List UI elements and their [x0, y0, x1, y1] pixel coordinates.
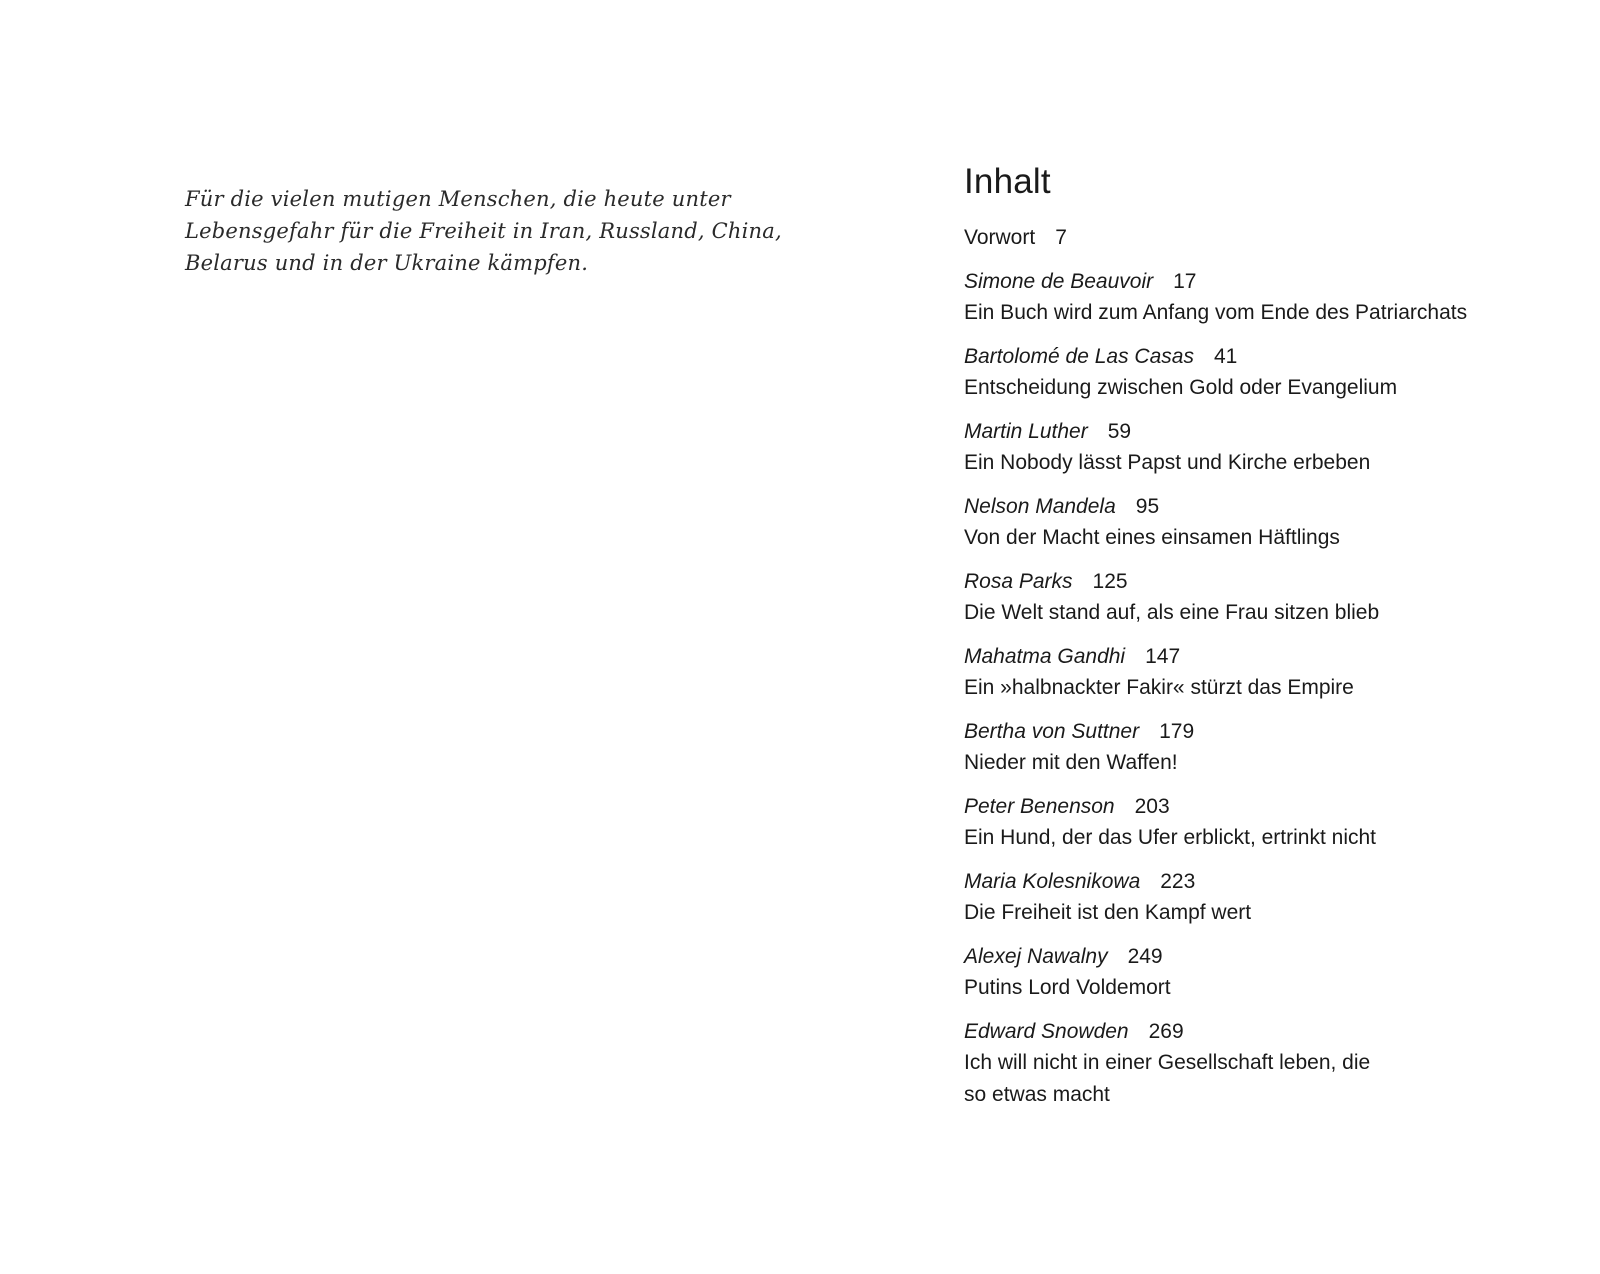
dedication-line: Für die vielen mutigen Menschen, die heute unter: [185, 187, 731, 211]
toc-entry[interactable]: [964, 266, 1564, 329]
toc-entry-head: [964, 266, 1564, 298]
toc-entry-name: Martin Luther: [964, 419, 1088, 443]
toc-page-number: 7: [1055, 226, 1067, 249]
toc-entry[interactable]: [964, 341, 1564, 404]
toc-entry-name: Simone de Beauvoir: [964, 269, 1154, 293]
toc-entry-head: [964, 866, 1564, 898]
toc-page-number: 125: [1092, 569, 1128, 593]
toc-entry[interactable]: [964, 866, 1564, 929]
toc-page-number: 249: [1127, 944, 1163, 968]
toc-entry-head: [964, 341, 1564, 373]
toc-entry-name: Peter Benenson: [964, 794, 1115, 818]
dedication-line: Belarus und in der Ukraine kämpfen.: [185, 251, 589, 275]
toc-entry-subtitle: Ein Buch wird zum Anfang vom Ende des Patriarchats: [964, 301, 1468, 324]
toc-entry-name: Edward Snowden: [964, 1019, 1129, 1043]
toc-entry-name: Nelson Mandela: [964, 494, 1116, 518]
toc-title: Inhalt: [964, 162, 1051, 201]
dedication: [185, 183, 782, 279]
toc-entry[interactable]: [964, 941, 1564, 1004]
toc-entry-subtitle: Die Welt stand auf, als eine Frau sitzen blieb: [964, 601, 1380, 624]
toc-entry-name: Maria Kolesnikowa: [964, 869, 1141, 893]
toc-entry-subtitle: Von der Macht eines einsamen Häftlings: [964, 526, 1340, 549]
toc-entry-subtitle: Ein »halbnackter Fakir« stürzt das Empire: [964, 676, 1354, 699]
toc-entry-subtitle: Nieder mit den Waffen!: [964, 751, 1178, 774]
toc-entry-subtitle: Entscheidung zwischen Gold oder Evangelium: [964, 376, 1398, 399]
toc-entry[interactable]: [964, 1016, 1564, 1111]
toc-page-number: 203: [1134, 794, 1170, 818]
toc-page-number: 59: [1107, 419, 1132, 443]
toc-page-number: 17: [1173, 269, 1197, 293]
toc-entry-subtitle: Die Freiheit ist den Kampf wert: [964, 901, 1252, 924]
toc-entry[interactable]: [964, 491, 1564, 554]
toc-page-number: 147: [1145, 644, 1181, 668]
toc-entry-subtitle: Ein Nobody lässt Papst und Kirche erbeben: [964, 451, 1371, 474]
toc-entry[interactable]: [964, 641, 1564, 704]
toc-entry-subtitle: Putins Lord Voldemort: [964, 976, 1171, 999]
toc-entry[interactable]: [964, 566, 1564, 629]
toc-entry-head: [964, 941, 1564, 973]
toc-entry-name: Alexej Nawalny: [964, 944, 1108, 968]
toc-entry-name: Bertha von Suttner: [964, 719, 1140, 743]
table-of-contents: [964, 160, 1564, 1122]
toc-page-number: 41: [1213, 344, 1238, 368]
toc-entry-head: [964, 641, 1564, 673]
toc-entry-head: [964, 791, 1564, 823]
toc-entry-subtitle: so etwas macht: [964, 1082, 1110, 1106]
toc-entry-head: [964, 566, 1564, 598]
toc-entry-foreword[interactable]: [964, 222, 1564, 254]
dedication-line: Lebensgefahr für die Freiheit in Iran, Russland, China,: [185, 219, 782, 243]
toc-entry-head: [964, 716, 1564, 748]
toc-page-number: 95: [1135, 494, 1160, 518]
toc-entry[interactable]: [964, 716, 1564, 779]
toc-entry-name: Rosa Parks: [964, 569, 1073, 593]
toc-page-number: 223: [1160, 869, 1196, 893]
toc-entry-subtitle: Ein Hund, der das Ufer erblickt, ertrinkt nicht: [964, 826, 1377, 849]
toc-entry-name: Mahatma Gandhi: [964, 644, 1126, 668]
toc-entry-head: [964, 491, 1564, 523]
toc-entry-name: Bartolomé de Las Casas: [964, 344, 1194, 368]
toc-entries: [964, 266, 1564, 1111]
toc-foreword-label: Vorwort: [964, 226, 1036, 249]
toc-entry-subtitle: Ich will nicht in einer Gesellschaft leben, die: [964, 1051, 1371, 1074]
toc-page-number: 269: [1148, 1019, 1184, 1043]
toc-entry-head: [964, 1016, 1564, 1048]
toc-entry[interactable]: [964, 791, 1564, 854]
toc-entry-head: [964, 416, 1564, 448]
toc-entry-head: [964, 222, 1564, 254]
toc-page-number: 179: [1159, 719, 1195, 743]
toc-entry[interactable]: [964, 416, 1564, 479]
